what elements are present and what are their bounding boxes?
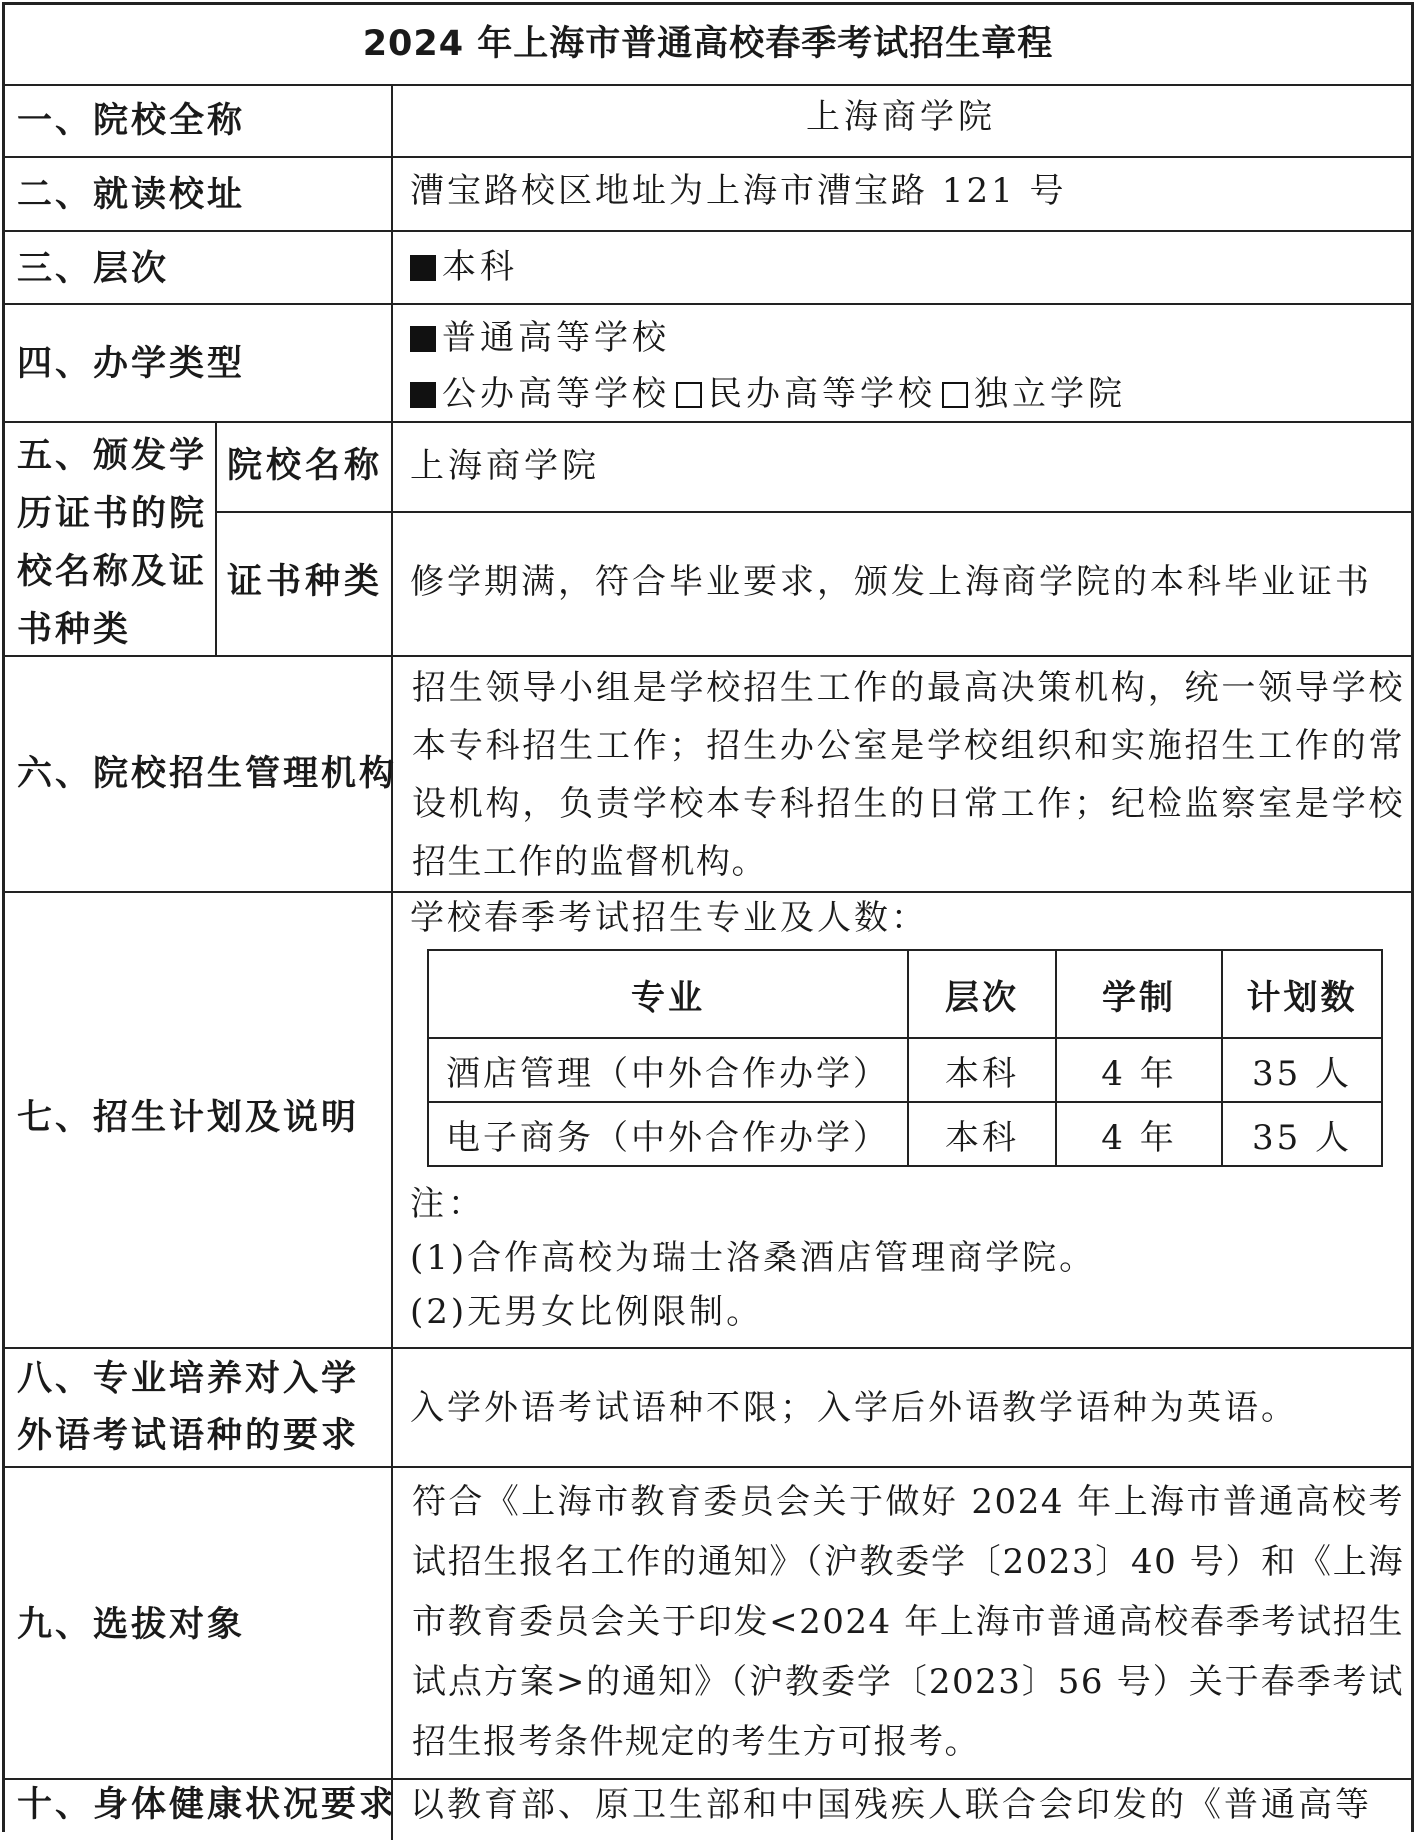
type-public: 公办高等学校: [442, 374, 670, 414]
table-row: [428, 1038, 1382, 1102]
unchecked-checkbox-icon: [676, 382, 702, 408]
enrollment-plan-table: [427, 949, 1383, 1167]
label-health: 十、身体健康状况要求: [17, 1785, 398, 1825]
row-health: [5, 1780, 1411, 1840]
label-level: 三、层次: [17, 249, 170, 289]
row-admission-office: [5, 657, 1411, 893]
cell-major: 电子商务（中外合作办学）: [428, 1102, 908, 1166]
cell-duration: 4 年: [1056, 1102, 1222, 1166]
text-health: 以教育部、原卫生部和中国残疾人联合会印发的《普通高等: [410, 1785, 1372, 1825]
label-address: 二、就读校址: [17, 175, 246, 215]
cell-quota: 35 人: [1222, 1102, 1382, 1166]
unchecked-checkbox-icon: [942, 382, 968, 408]
checked-checkbox-icon: [410, 255, 436, 281]
header-duration: 学制: [1056, 950, 1222, 1038]
plan-intro: 学校春季考试招生专业及人数：: [410, 898, 928, 938]
table-row: [428, 1102, 1382, 1166]
type-regular: 普通高等学校: [442, 318, 670, 358]
document-title: 2024 年上海市普通高校春季考试招生章程: [362, 24, 1054, 64]
type-private: 民办高等学校: [708, 374, 936, 414]
label-enrollment-plan: 七、招生计划及说明: [17, 1098, 360, 1138]
label-eligibility: 九、选拔对象: [17, 1605, 246, 1645]
note-title: 注：: [410, 1184, 486, 1224]
header-level: 层次: [908, 950, 1056, 1038]
cell-major: 酒店管理（中外合作办学）: [428, 1038, 908, 1102]
label-school-type: 四、办学类型: [17, 344, 246, 384]
value-address: 漕宝路校区地址为上海市漕宝路 121 号: [410, 171, 1067, 211]
note-1: (1)合作高校为瑞士洛桑酒店管理商学院。: [410, 1238, 1097, 1278]
header-major: 专业: [428, 950, 908, 1038]
row-address: [5, 158, 1411, 232]
title-row: [5, 5, 1411, 86]
value-institution-name: 上海商学院: [410, 446, 600, 486]
row-school-name: [5, 86, 1411, 158]
label-language-text: 八、专业培养对入学外语考试语种的要求: [17, 1359, 360, 1456]
text-eligibility: 符合《上海市教育委员会关于做好 2024 年上海市普通高校考试招生报名工作的通知》（沪教委学〔2023〕40 号）和《上海市教育委员会关于印发<2024 年上海市普通高校春季考试招生试点方案>的通知》（沪教委学〔2023〕56 号）关于春季考试招生报考条件规定的考生方可报考。: [412, 1482, 1404, 1762]
admission-charter-table: [2, 2, 1414, 1832]
checked-checkbox-icon: [410, 382, 436, 408]
table-header-row: [428, 950, 1382, 1038]
checked-checkbox-icon: [410, 326, 436, 352]
row-language-requirement: [5, 1349, 1411, 1468]
value-certificate-type: 修学期满，符合毕业要求，颁发上海商学院的本科毕业证书: [410, 562, 1372, 602]
text-admission-office: 招生领导小组是学校招生工作的最高决策机构，统一领导学校本专科招生工作；招生办公室是学校组织和实施招生工作的常设机构，负责学校本专科招生的日常工作；纪检监察室是学校招生工作的监督机构。: [412, 668, 1404, 882]
cell-level: 本科: [908, 1102, 1056, 1166]
label-admission-office: 六、院校招生管理机构: [17, 754, 398, 794]
sublabel-certificate-type: 证书种类: [227, 562, 384, 602]
cell-quota: 35 人: [1222, 1038, 1382, 1102]
row-school-type: [5, 305, 1411, 423]
header-quota: 计划数: [1222, 950, 1382, 1038]
type-line-1: [410, 309, 670, 367]
label-certificate: 五、颁发学历证书的院校名称及证书种类: [17, 436, 208, 650]
row-enrollment-plan: [5, 893, 1411, 1349]
note-2: (2)无男女比例限制。: [410, 1292, 764, 1332]
row-eligibility: [5, 1468, 1411, 1780]
label-language-requirement: [17, 1351, 387, 1465]
type-independent: 独立学院: [974, 374, 1126, 414]
text-language-requirement: 入学外语考试语种不限；入学后外语教学语种为英语。: [410, 1388, 1298, 1428]
sublabel-institution-name: 院校名称: [227, 446, 384, 486]
label-school-name: 一、院校全称: [17, 101, 246, 141]
value-level: [410, 238, 518, 296]
level-text: 本科: [442, 247, 518, 287]
cell-level: 本科: [908, 1038, 1056, 1102]
cell-duration: 4 年: [1056, 1038, 1222, 1102]
row-level: [5, 232, 1411, 305]
type-line-2: [410, 365, 1126, 423]
value-school-name: 上海商学院: [806, 97, 996, 137]
row-certificate: [5, 423, 1411, 657]
